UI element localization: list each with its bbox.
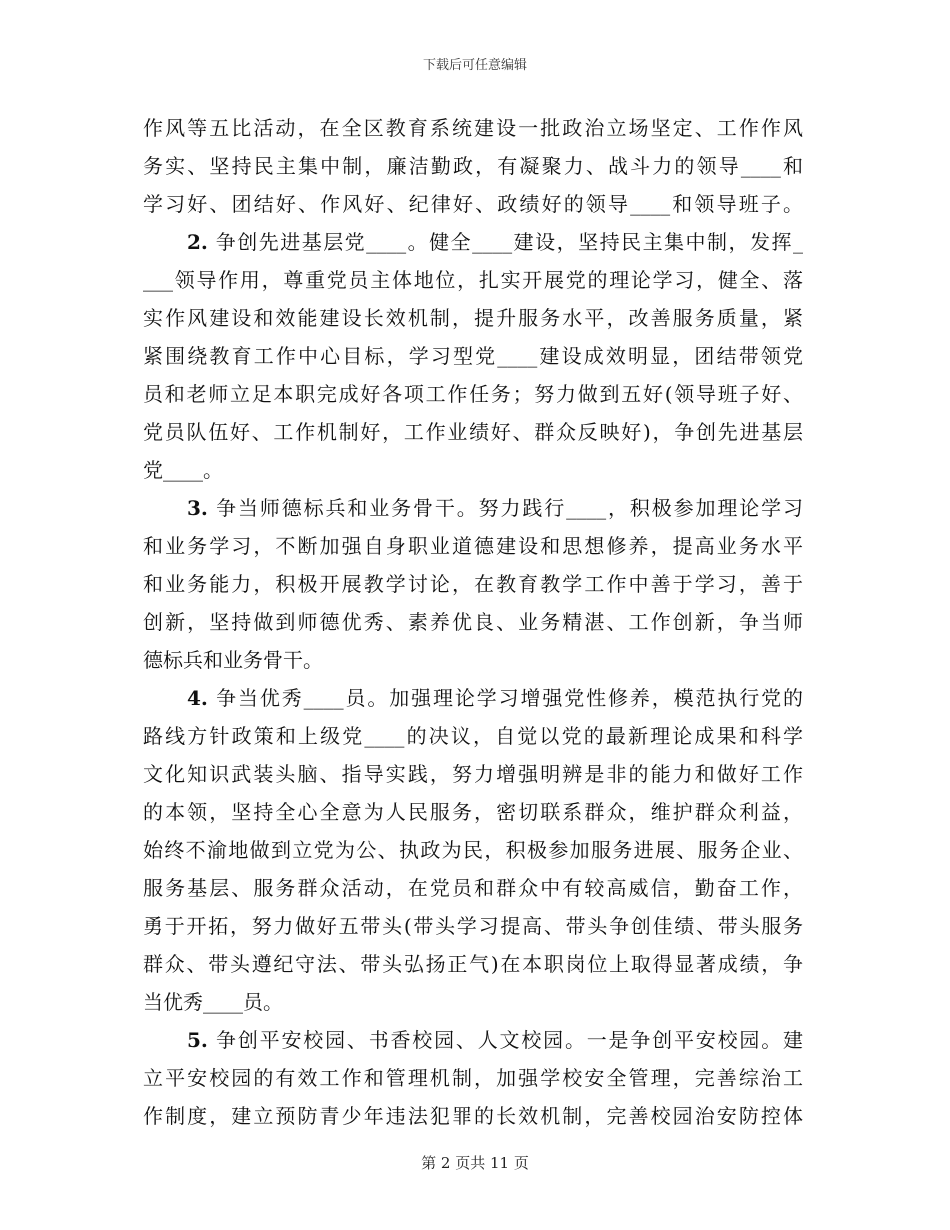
text-line: 作风等五比活动，在全区教育系统建设一批政治立场坚定、工作作风: [143, 116, 803, 140]
paragraph-number: 3.: [187, 496, 208, 520]
text-line: 紧围绕教育工作中心目标，学习型党____建设成效明显，团结带领党: [143, 344, 803, 368]
text-line: 群众、带头遵纪守法、带头弘扬正气)在本职岗位上取得显著成绩，争: [143, 952, 803, 976]
text-line: 立平安校园的有效工作和管理机制，加强学校安全管理，完善综治工: [143, 1066, 803, 1090]
text-line: 员和老师立足本职完成好各项工作任务；努力做到五好(领导班子好、: [143, 382, 803, 406]
text-line: 作制度，建立预防青少年违法犯罪的长效机制，完善校园治安防控体: [143, 1104, 803, 1128]
paragraph-number: 5.: [187, 1028, 208, 1052]
text-line: 实作风建设和效能建设长效机制，提升服务水平，改善服务质量，紧: [143, 306, 803, 330]
text-line: 学习好、团结好、作风好、纪律好、政绩好的领导____和领导班子。: [143, 192, 803, 216]
text-line: 勇于开拓，努力做好五带头(带头学习提高、带头争创佳绩、带头服务: [143, 914, 803, 938]
text-line: 始终不渝地做到立党为公、执政为民，积极参加服务进展、服务企业、: [143, 838, 803, 862]
text-line: 德标兵和业务骨干。: [143, 648, 323, 672]
text-line: 创新，坚持做到师德优秀、素养优良、业务精湛、工作创新，争当师: [143, 610, 803, 634]
text-line: 党____。: [143, 458, 223, 482]
text-line: ___领导作用，尊重党员主体地位，扎实开展党的理论学习，健全、落: [143, 268, 803, 292]
text-line: 和业务能力，积极开展教学讨论，在教育教学工作中善于学习，善于: [143, 572, 803, 596]
paragraph-3-start: 3. 争当师德标兵和业务骨干。努力践行____，积极参加理论学习: [187, 496, 803, 520]
paragraph-number: 2.: [187, 230, 208, 254]
text-line: 路线方针政策和上级党____的决议，自觉以党的最新理论成果和科学: [143, 724, 803, 748]
text-line: 当优秀____员。: [143, 990, 283, 1014]
paragraph-5-start: 5. 争创平安校园、书香校园、人文校园。一是争创平安校园。建: [187, 1028, 803, 1052]
text-line: 党员队伍好、工作机制好，工作业绩好、群众反映好)，争创先进基层: [143, 420, 803, 444]
text-line: 务实、坚持民主集中制，廉洁勤政，有凝聚力、战斗力的领导____和: [143, 154, 803, 178]
page-header: 下载后可任意编辑: [422, 58, 527, 73]
paragraph-4-start: 4. 争当优秀____员。加强理论学习增强党性修养，模范执行党的: [187, 686, 803, 710]
text-line: 文化知识武装头脑、指导实践，努力增强明辨是非的能力和做好工作: [143, 762, 803, 786]
paragraph-number: 4.: [187, 686, 208, 710]
page-number-footer: 第 2 页共 11 页: [421, 1154, 529, 1172]
text-line: 服务基层、服务群众活动，在党员和群众中有较高威信，勤奋工作，: [143, 876, 803, 900]
text-line: 和业务学习，不断加强自身职业道德建设和思想修养，提高业务水平: [143, 534, 803, 558]
text-line: 的本领，坚持全心全意为人民服务，密切联系群众，维护群众利益，: [143, 800, 803, 824]
paragraph-2-start: 2. 争创先进基层党____。健全____建设，坚持民主集中制，发挥_: [187, 230, 803, 254]
